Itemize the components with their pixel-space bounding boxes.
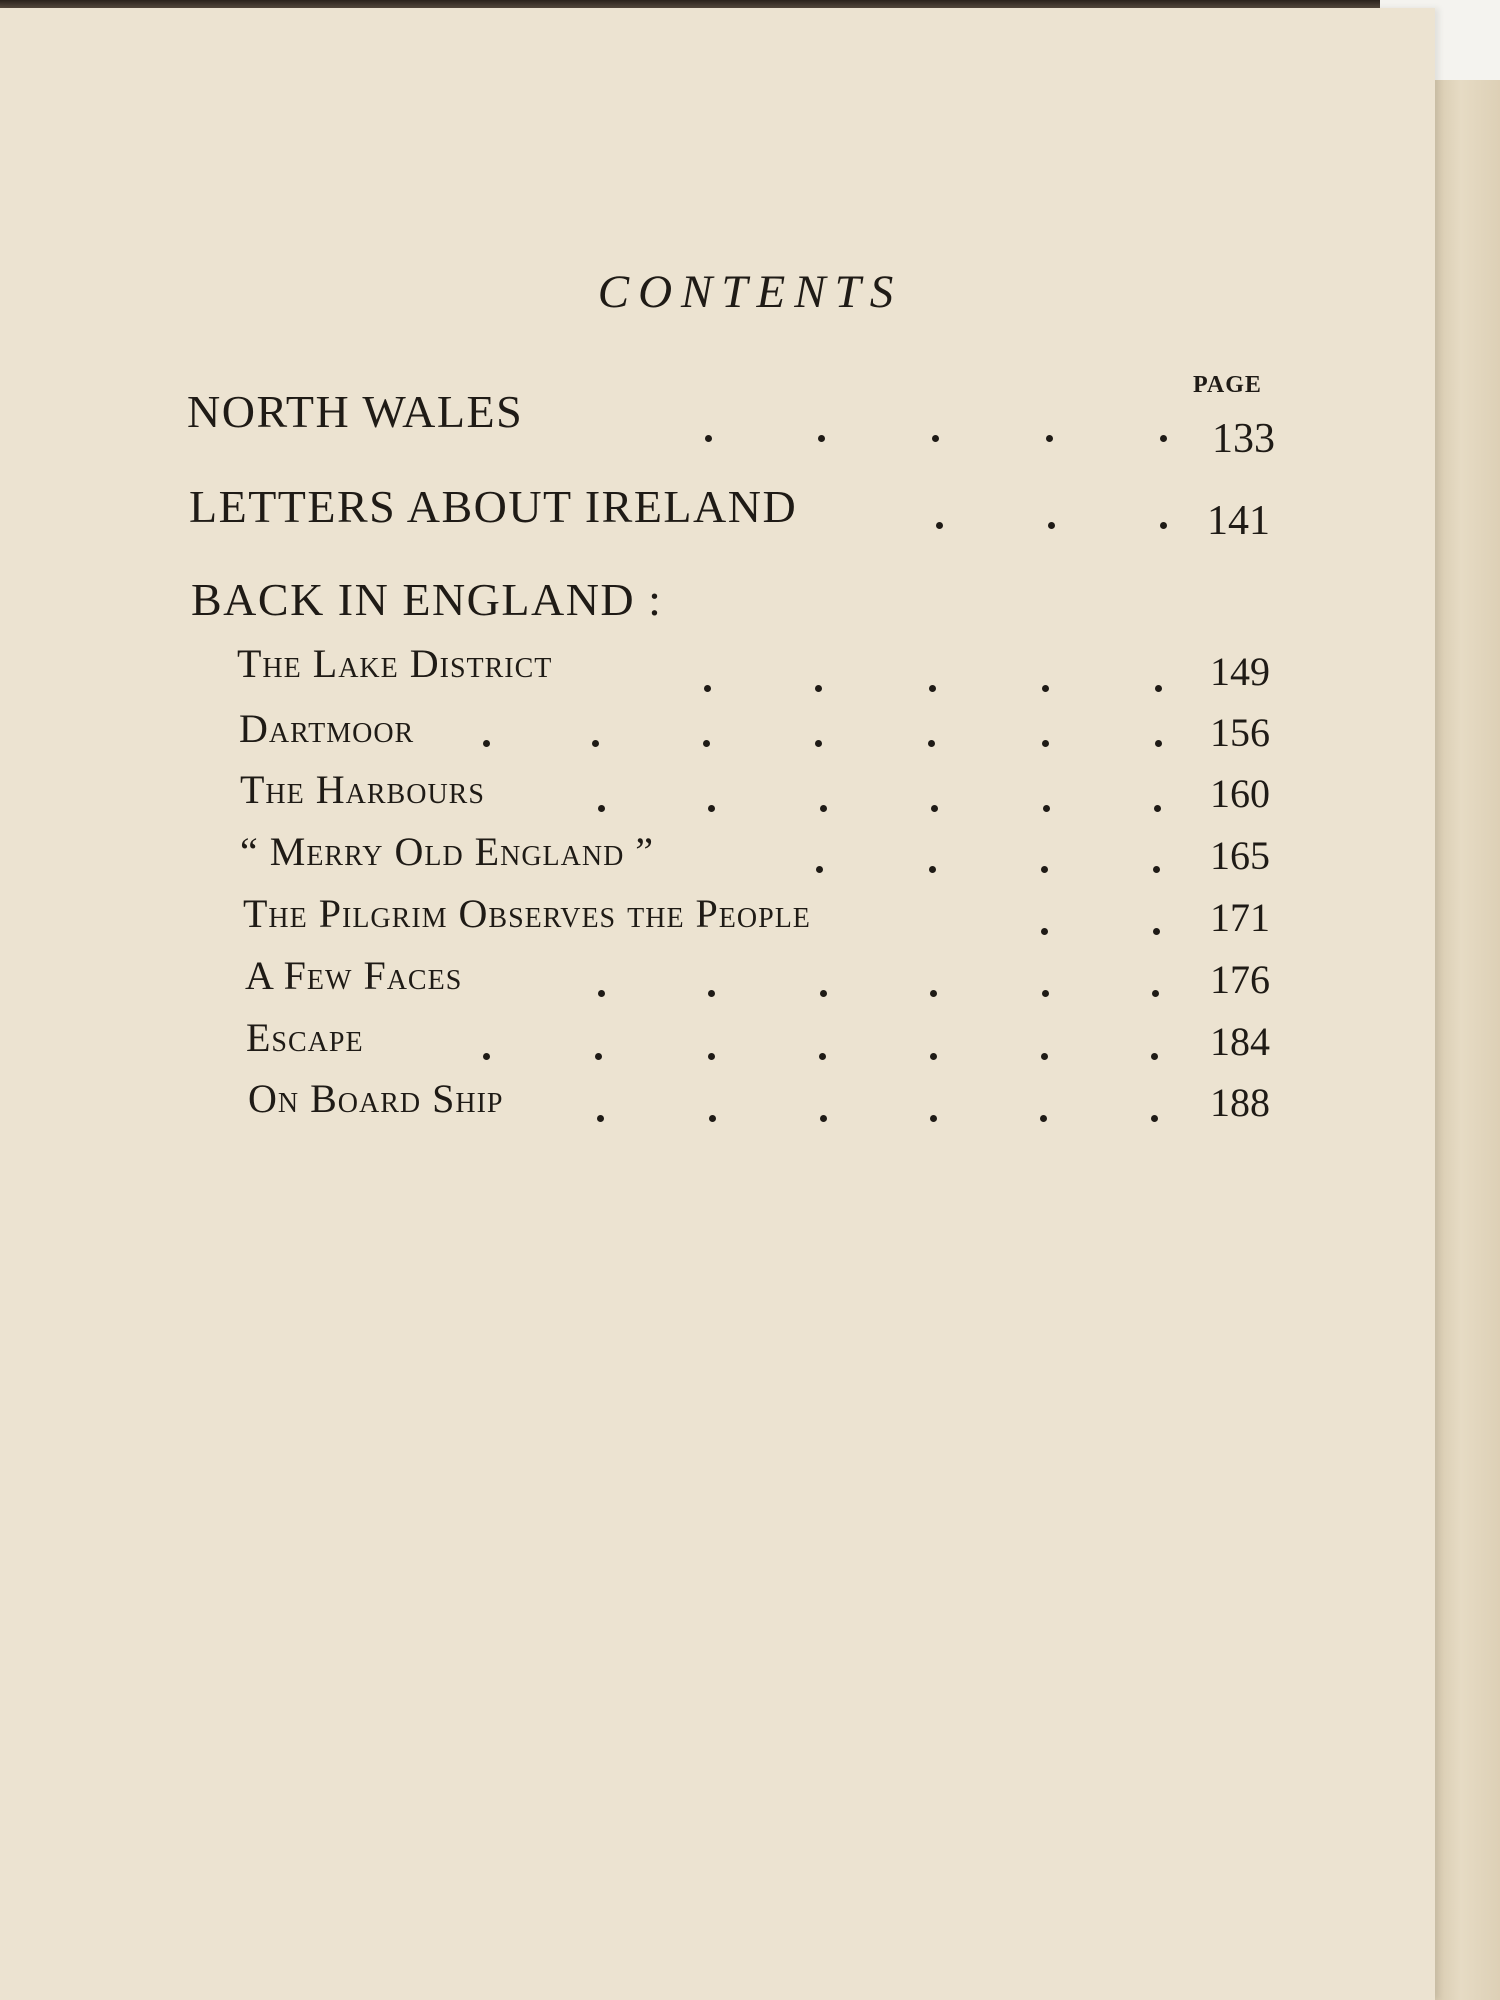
toc-entry-letters-about-ireland[interactable]: [0, 480, 1500, 544]
leader-dot: [929, 685, 936, 692]
toc-entry-escape[interactable]: [0, 1014, 1500, 1064]
toc-entry-lake-district[interactable]: [0, 640, 1500, 694]
leader-dot: [1043, 805, 1050, 812]
leader-dot: [1154, 805, 1161, 812]
leader-dot: [483, 1053, 490, 1060]
leader-dot: [1152, 990, 1159, 997]
leader-dot: [708, 1053, 715, 1060]
toc-entry-page: 133: [1212, 416, 1275, 462]
leader-dot: [928, 740, 935, 747]
leader-dot: [818, 435, 825, 442]
leader-dot: [1151, 1053, 1158, 1060]
leader-dot: [816, 866, 823, 873]
toc-entry-page: 184: [1210, 1019, 1270, 1064]
leader-dot: [1160, 522, 1167, 529]
leader-dot: [930, 1053, 937, 1060]
leader-dot: [820, 1115, 827, 1122]
leader-dot: [1155, 740, 1162, 747]
leader-dot: [930, 990, 937, 997]
leader-dot: [1151, 1115, 1158, 1122]
leader-dot: [597, 1115, 604, 1122]
toc-entry-page: 171: [1210, 895, 1270, 940]
leader-dot: [483, 740, 490, 747]
leader-dot: [705, 435, 712, 442]
page-column-header: PAGE: [1193, 372, 1262, 398]
page-title: CONTENTS: [597, 266, 903, 318]
toc-entry-merry-old-england[interactable]: [0, 828, 1500, 878]
toc-entry-page: 176: [1210, 957, 1270, 1002]
leader-dot: [595, 1053, 602, 1060]
toc-entry-page: 141: [1207, 498, 1270, 544]
toc-entry-label: Dartmoor: [239, 706, 415, 751]
toc-entry-label: LETTERS ABOUT IRELAND: [189, 481, 798, 532]
leader-dot: [703, 740, 710, 747]
toc-entry-label: “ Merry Old England ”: [240, 829, 655, 874]
leader-dot: [709, 1115, 716, 1122]
leader-dot: [1042, 740, 1049, 747]
toc-entry-label: NORTH WALES: [187, 386, 524, 437]
leader-dot: [592, 740, 599, 747]
toc-entry-page: 165: [1210, 833, 1270, 878]
toc-entry-page: 156: [1210, 710, 1270, 755]
leader-dot: [708, 990, 715, 997]
leader-dot: [598, 990, 605, 997]
leader-dot: [1160, 435, 1167, 442]
leader-dot: [815, 685, 822, 692]
toc-entry-label: A Few Faces: [245, 953, 463, 998]
leader-dot: [1155, 685, 1162, 692]
leader-dot: [1041, 866, 1048, 873]
leader-dot: [929, 866, 936, 873]
toc-entry-label: The Harbours: [240, 767, 485, 812]
toc-entry-dartmoor[interactable]: [0, 705, 1500, 755]
toc-entry-label: Escape: [246, 1015, 364, 1060]
toc-entry-label: On Board Ship: [248, 1076, 504, 1121]
toc-entry-page: 149: [1210, 649, 1270, 694]
toc-entry-page: 160: [1210, 771, 1270, 816]
toc-entry-on-board-ship[interactable]: [0, 1075, 1500, 1125]
leader-dot: [820, 805, 827, 812]
leader-dot: [931, 805, 938, 812]
toc-entry-pilgrim-observes[interactable]: [0, 890, 1500, 940]
leader-dot: [708, 805, 715, 812]
toc-section-back-in-england: [0, 573, 1500, 623]
leader-dot: [930, 1115, 937, 1122]
leader-dot: [1042, 685, 1049, 692]
toc-entry-label: The Lake District: [237, 641, 553, 686]
leader-dot: [936, 522, 943, 529]
leader-dot: [1153, 866, 1160, 873]
leader-dot: [1040, 1115, 1047, 1122]
leader-dot: [820, 990, 827, 997]
toc-entry-page: 188: [1210, 1080, 1270, 1125]
toc-entry-harbours[interactable]: [0, 766, 1500, 816]
toc-entry-a-few-faces[interactable]: [0, 952, 1500, 1002]
leader-dot: [815, 740, 822, 747]
leader-dot: [1153, 928, 1160, 935]
leader-dot: [932, 435, 939, 442]
toc-entry-label: The Pilgrim Observes the People: [243, 891, 811, 936]
leader-dot: [1041, 928, 1048, 935]
toc-section-label: BACK IN ENGLAND :: [191, 574, 663, 625]
leader-dot: [819, 1053, 826, 1060]
leader-dot: [704, 685, 711, 692]
leader-dot: [598, 805, 605, 812]
leader-dot: [1041, 1053, 1048, 1060]
leader-dot: [1048, 522, 1055, 529]
leader-dot: [1046, 435, 1053, 442]
toc-entry-north-wales[interactable]: [0, 385, 1500, 462]
leader-dot: [1042, 990, 1049, 997]
